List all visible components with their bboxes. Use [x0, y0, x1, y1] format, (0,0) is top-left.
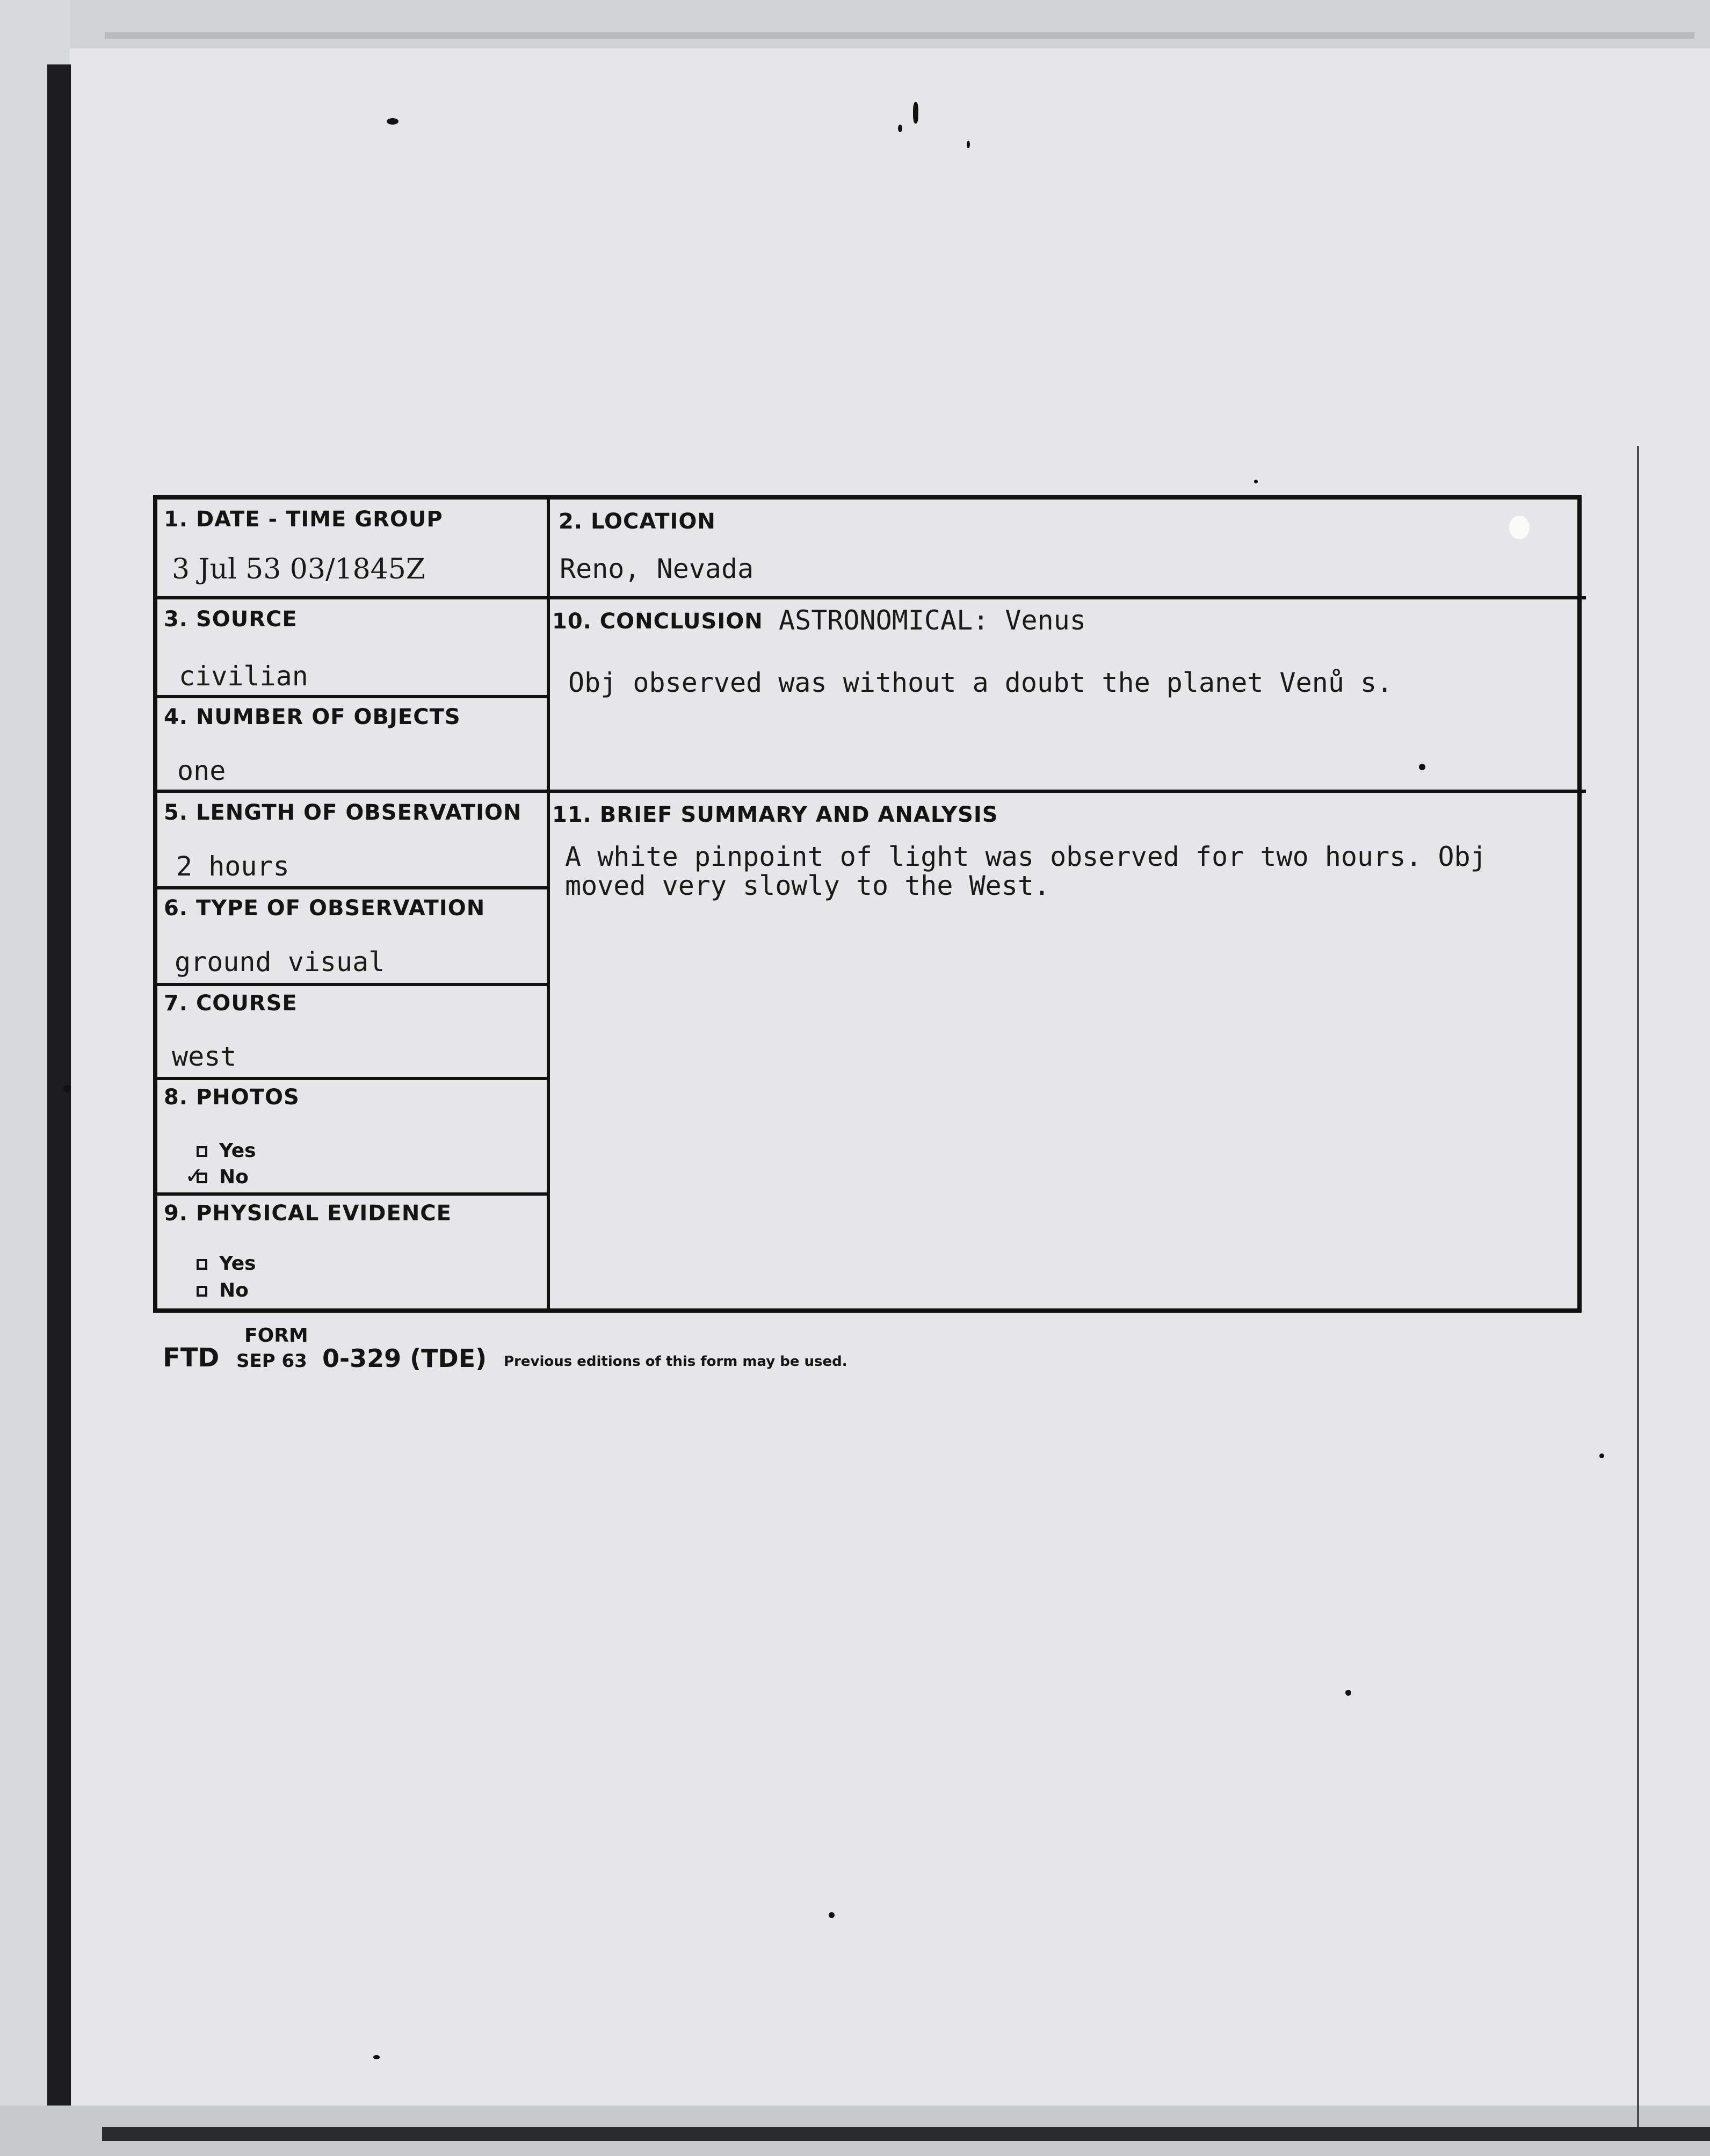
speck [913, 102, 918, 124]
speck [1599, 1453, 1604, 1458]
conclusion-label: 10. CONCLUSION [552, 609, 763, 634]
row-divider [157, 1077, 549, 1080]
physical-evidence-yes-option [197, 1253, 256, 1275]
scan-edge-line-right [1637, 446, 1639, 2127]
row-divider [157, 983, 549, 986]
conclusion-text: Obj observed was without a doubt the planet Venů s. [568, 667, 1393, 698]
scan-edge-line-top [105, 32, 1694, 39]
footer-note: Previous editions of this form may be used. [504, 1354, 847, 1370]
row-divider [157, 596, 549, 599]
scan-shadow-left [47, 64, 71, 2154]
date-time-group-label: 1. DATE - TIME GROUP [164, 507, 443, 532]
conclusion-category: ASTRONOMICAL: Venus [779, 605, 1086, 636]
speck [967, 141, 970, 148]
physical-evidence-no-option [197, 1279, 249, 1301]
photos-label: 8. PHOTOS [164, 1085, 300, 1110]
summary-label: 11. BRIEF SUMMARY AND ANALYSIS [552, 802, 998, 827]
photos-no-label: No [219, 1166, 249, 1188]
row-divider [547, 596, 1586, 599]
scan-shadow-bottom [102, 2127, 1710, 2141]
length-of-observation-label: 5. LENGTH OF OBSERVATION [164, 800, 522, 825]
photos-no-option [197, 1166, 249, 1188]
footer-date: SEP 63 [236, 1350, 307, 1372]
source-value: civilian [179, 661, 308, 692]
number-of-objects-label: 4. NUMBER OF OBJECTS [164, 705, 461, 729]
length-of-observation-value: 2 hours [176, 851, 289, 882]
physical-evidence-label: 9. PHYSICAL EVIDENCE [164, 1201, 452, 1226]
physical-evidence-no-checkbox [197, 1286, 207, 1297]
physical-evidence-yes-label: Yes [219, 1253, 256, 1275]
speck [63, 1085, 71, 1093]
location-label: 2. LOCATION [559, 509, 716, 534]
speck [387, 118, 398, 125]
row-divider [157, 695, 549, 698]
row-divider [547, 790, 1586, 793]
speck [829, 1912, 835, 1918]
scan-edge-top [0, 0, 1710, 48]
row-divider [157, 1192, 549, 1196]
photos-yes-checkbox [197, 1146, 207, 1157]
source-label: 3. SOURCE [164, 607, 298, 632]
row-divider [157, 790, 549, 793]
photos-yes-option [197, 1140, 256, 1162]
number-of-objects-value: one [177, 755, 226, 786]
speck [1254, 480, 1258, 483]
row-divider [157, 886, 549, 889]
footer-ftd: FTD [163, 1343, 220, 1373]
course-label: 7. COURSE [164, 991, 298, 1016]
footer-form-word: FORM [244, 1325, 308, 1347]
course-value: west [172, 1041, 237, 1072]
speck [373, 2055, 380, 2059]
type-of-observation-value: ground visual [175, 946, 385, 978]
summary-line-1: A white pinpoint of light was observed for two hours. Obj [565, 841, 1487, 872]
date-time-group-value: 3 Jul 53 03/1845Z [172, 553, 425, 585]
location-value: Reno, Nevada [560, 553, 754, 584]
type-of-observation-label: 6. TYPE OF OBSERVATION [164, 896, 486, 921]
photos-yes-label: Yes [219, 1140, 256, 1162]
summary-line-2: moved very slowly to the West. [565, 870, 1050, 901]
speck [1345, 1690, 1351, 1696]
footer-form-number: 0-329 (TDE) [322, 1344, 487, 1373]
physical-evidence-no-label: No [219, 1279, 249, 1301]
column-divider [547, 500, 550, 1308]
physical-evidence-yes-checkbox [197, 1259, 207, 1270]
photos-no-checkmark-icon: ✓ [185, 1162, 204, 1189]
speck [898, 125, 902, 132]
